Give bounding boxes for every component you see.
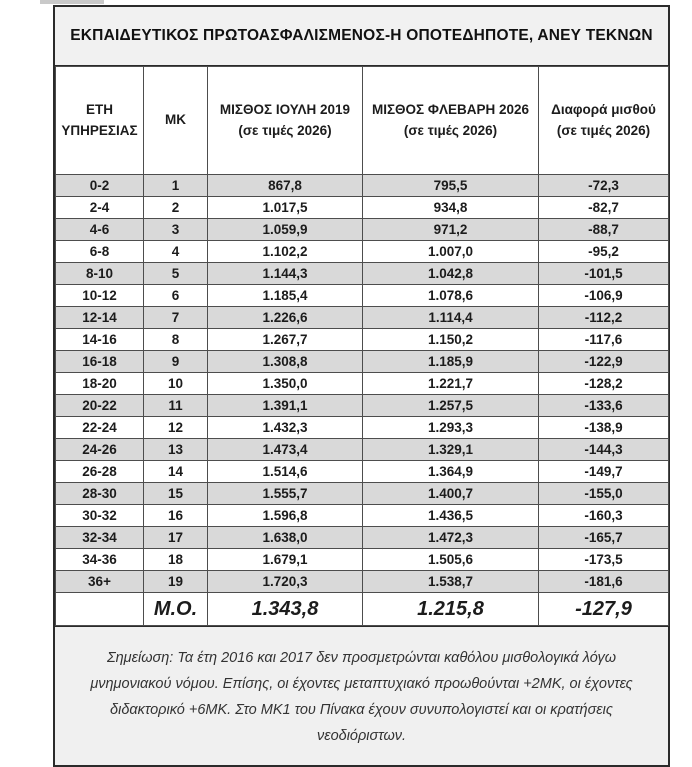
table-row (56, 483, 669, 505)
table-cell: 1.059,9 (208, 219, 363, 241)
table-row (56, 527, 669, 549)
table-cell: 28-30 (56, 483, 144, 505)
table-cell: 1.226,6 (208, 307, 363, 329)
table-cell: 1.007,0 (363, 241, 539, 263)
table-cell: 17 (144, 527, 208, 549)
table-row (56, 175, 669, 197)
table-cell: 7 (144, 307, 208, 329)
table-cell: 867,8 (208, 175, 363, 197)
table-row (56, 219, 669, 241)
table-cell: 10 (144, 373, 208, 395)
table-cell: -173,5 (539, 549, 669, 571)
table-row (56, 263, 669, 285)
table-cell: 1.638,0 (208, 527, 363, 549)
table-cell: -144,3 (539, 439, 669, 461)
salary-table (55, 66, 669, 626)
table-cell: -149,7 (539, 461, 669, 483)
table-cell: 5 (144, 263, 208, 285)
table-cell: 1.350,0 (208, 373, 363, 395)
table-cell: 18-20 (56, 373, 144, 395)
table-cell: 26-28 (56, 461, 144, 483)
table-cell: 15 (144, 483, 208, 505)
header-line: (σε τιμές 2026) (556, 122, 651, 138)
table-cell: 1.017,5 (208, 197, 363, 219)
table-row (56, 439, 669, 461)
summary-row (56, 593, 669, 626)
table-cell: 1.555,7 (208, 483, 363, 505)
col-header-salary-feb-2026 (363, 67, 539, 175)
table-cell: -160,3 (539, 505, 669, 527)
table-cell: 1.596,8 (208, 505, 363, 527)
col-header-salary-difference (539, 67, 669, 175)
table-cell: 1.221,7 (363, 373, 539, 395)
table-cell: 20-22 (56, 395, 144, 417)
footnote: Σημείωση: Τα έτη 2016 και 2017 δεν προσμετρώνται καθόλου μισθολογικά λόγω μνημονιακού νόμου. Επίσης, οι έχοντες μεταπτυχιακό προωθούνται +2ΜΚ, οι έχοντες διδακτορικό +6ΜΚ. Στο ΜΚ1 του Πίνακα έχουν συνυπολογιστεί και οι κρατήσεις νεοδιόριστων. (55, 626, 668, 765)
table-cell: 1.144,3 (208, 263, 363, 285)
table-row (56, 329, 669, 351)
table-cell: -72,3 (539, 175, 669, 197)
table-row (56, 351, 669, 373)
table-cell: 934,8 (363, 197, 539, 219)
table-cell: -117,6 (539, 329, 669, 351)
table-cell: 8 (144, 329, 208, 351)
table-cell: -106,9 (539, 285, 669, 307)
table-cell: 1.400,7 (363, 483, 539, 505)
header-line: ΜΚ (165, 112, 186, 128)
table-cell: 14 (144, 461, 208, 483)
table-row (56, 505, 669, 527)
table-cell: 1.679,1 (208, 549, 363, 571)
table-row (56, 549, 669, 571)
table-row (56, 197, 669, 219)
table-cell: 1.343,8 (208, 593, 363, 626)
table-cell: 1.293,3 (363, 417, 539, 439)
table-cell: 13 (144, 439, 208, 461)
table-row (56, 571, 669, 593)
header-line: (σε τιμές 2026) (403, 122, 498, 138)
table-cell: -101,5 (539, 263, 669, 285)
table-cell: 22-24 (56, 417, 144, 439)
table-cell: -165,7 (539, 527, 669, 549)
table-cell: 1.472,3 (363, 527, 539, 549)
table-cell: 1.329,1 (363, 439, 539, 461)
table-cell: -138,9 (539, 417, 669, 439)
table-cell: 4-6 (56, 219, 144, 241)
table-cell: 6 (144, 285, 208, 307)
table-cell: -155,0 (539, 483, 669, 505)
salary-table-panel (53, 5, 670, 767)
header-row (56, 67, 669, 175)
table-body (56, 175, 669, 626)
table-cell: 18 (144, 549, 208, 571)
table-cell: 9 (144, 351, 208, 373)
table-cell: -133,6 (539, 395, 669, 417)
table-cell: -88,7 (539, 219, 669, 241)
table-cell: 32-34 (56, 527, 144, 549)
table-cell: -127,9 (539, 593, 669, 626)
header-line: (σε τιμές 2026) (238, 122, 332, 138)
table-cell: -82,7 (539, 197, 669, 219)
table-cell: 1 (144, 175, 208, 197)
table-row (56, 307, 669, 329)
table-cell: 16 (144, 505, 208, 527)
table-cell: 14-16 (56, 329, 144, 351)
table-cell: -112,2 (539, 307, 669, 329)
table-row (56, 417, 669, 439)
table-row (56, 241, 669, 263)
table-cell: 3 (144, 219, 208, 241)
table-cell: 1.215,8 (363, 593, 539, 626)
screenshot-artifact (40, 0, 104, 4)
table-cell: 971,2 (363, 219, 539, 241)
table-cell: 34-36 (56, 549, 144, 571)
table-cell: 24-26 (56, 439, 144, 461)
table-cell: 1.432,3 (208, 417, 363, 439)
table-row (56, 285, 669, 307)
table-cell: 1.114,4 (363, 307, 539, 329)
table-cell: -95,2 (539, 241, 669, 263)
table-cell: 2-4 (56, 197, 144, 219)
table-cell: 1.257,5 (363, 395, 539, 417)
table-cell: 6-8 (56, 241, 144, 263)
table-cell: 1.391,1 (208, 395, 363, 417)
table-cell: 1.267,7 (208, 329, 363, 351)
table-cell: 1.514,6 (208, 461, 363, 483)
header-line: ΥΠΗΡΕΣΙΑΣ (61, 122, 138, 138)
table-cell: 1.538,7 (363, 571, 539, 593)
col-header-years-of-service (56, 67, 144, 175)
table-cell: 12-14 (56, 307, 144, 329)
table-cell: 1.473,4 (208, 439, 363, 461)
table-cell: 19 (144, 571, 208, 593)
table-cell: 30-32 (56, 505, 144, 527)
header-line: ΕΤΗ (86, 101, 113, 117)
header-line: Διαφορά μισθού (551, 101, 656, 117)
table-row (56, 395, 669, 417)
table-cell: 1.185,4 (208, 285, 363, 307)
col-header-salary-july-2019 (208, 67, 363, 175)
table-cell: 795,5 (363, 175, 539, 197)
table-cell: 1.185,9 (363, 351, 539, 373)
table-cell (56, 593, 144, 626)
table-cell: Μ.Ο. (144, 593, 208, 626)
table-cell: 12 (144, 417, 208, 439)
table-cell: -128,2 (539, 373, 669, 395)
table-cell: 1.102,2 (208, 241, 363, 263)
table-cell: -122,9 (539, 351, 669, 373)
table-cell: 1.720,3 (208, 571, 363, 593)
table-cell: -181,6 (539, 571, 669, 593)
table-cell: 11 (144, 395, 208, 417)
col-header-mk (144, 67, 208, 175)
table-cell: 0-2 (56, 175, 144, 197)
table-row (56, 461, 669, 483)
table-cell: 4 (144, 241, 208, 263)
table-cell: 36+ (56, 571, 144, 593)
table-title: ΕΚΠΑΙΔΕΥΤΙΚΟΣ ΠΡΩΤΟΑΣΦΑΛΙΣΜΕΝΟΣ-Η ΟΠΟΤΕΔΗΠΟΤΕ, ΑΝΕΥ ΤΕΚΝΩΝ (55, 7, 668, 66)
table-row (56, 373, 669, 395)
table-cell: 1.308,8 (208, 351, 363, 373)
header-line: ΜΙΣΘΟΣ ΦΛΕΒΑΡΗ 2026 (371, 101, 530, 117)
table-cell: 16-18 (56, 351, 144, 373)
header-line: ΜΙΣΘΟΣ ΙΟΥΛΗ 2019 (219, 101, 351, 117)
table-cell: 1.150,2 (363, 329, 539, 351)
table-cell: 1.505,6 (363, 549, 539, 571)
table-cell: 2 (144, 197, 208, 219)
table-cell: 1.364,9 (363, 461, 539, 483)
table-cell: 1.042,8 (363, 263, 539, 285)
table-cell: 1.078,6 (363, 285, 539, 307)
table-cell: 1.436,5 (363, 505, 539, 527)
table-cell: 10-12 (56, 285, 144, 307)
table-cell: 8-10 (56, 263, 144, 285)
